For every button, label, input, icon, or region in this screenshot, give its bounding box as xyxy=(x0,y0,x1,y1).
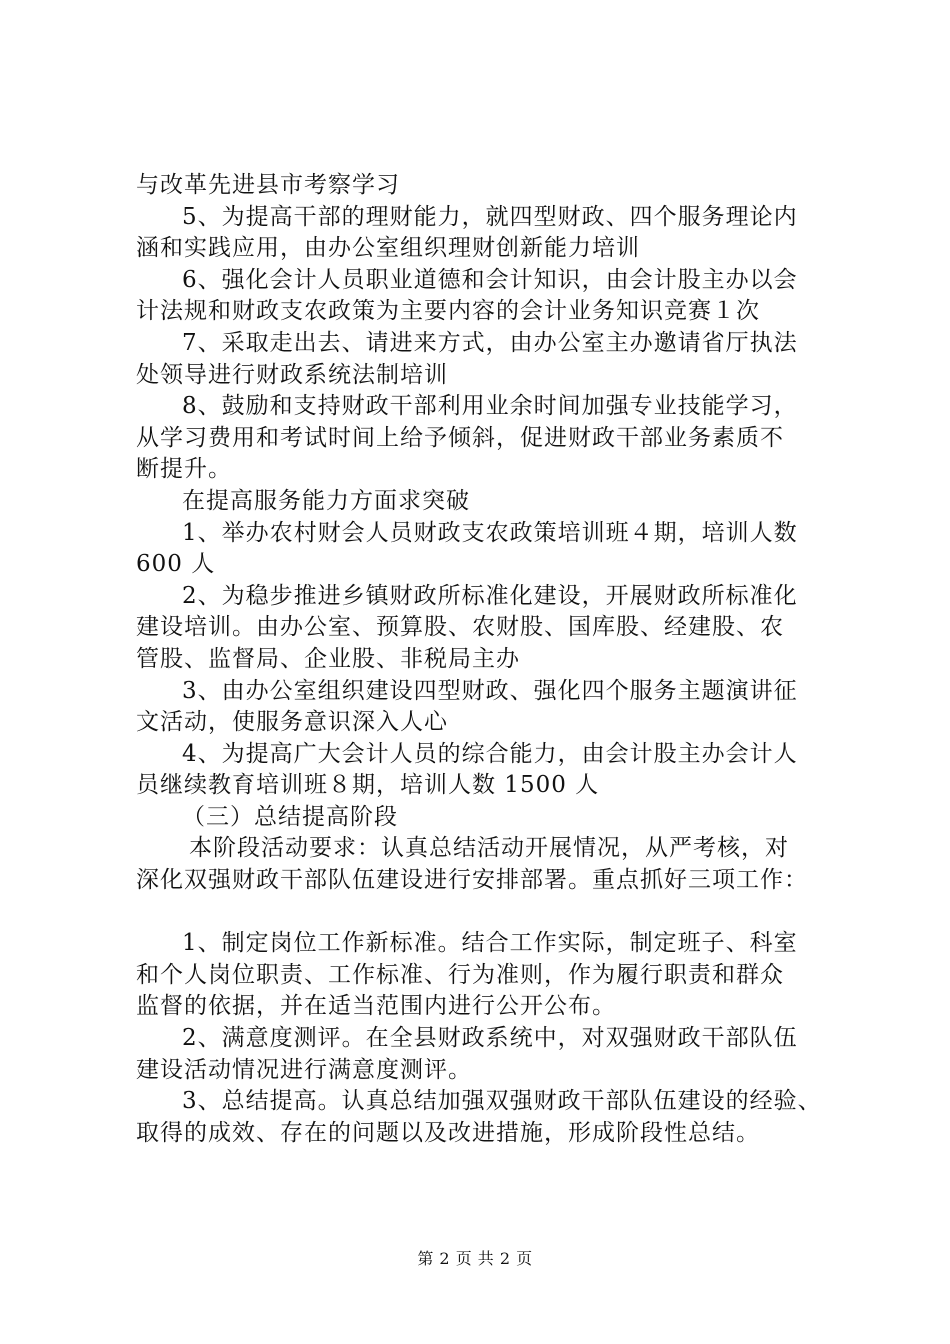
text-line: 4、为提高广大会计人员的综合能力，由会计股主办会计人 xyxy=(182,740,798,767)
text-line: 和个人岗位职责、工作标准、行为准则，作为履行职责和群众 xyxy=(136,961,784,988)
text-line: （三）总结提高阶段 xyxy=(182,803,398,830)
text-line: 文活动，使服务意识深入人心 xyxy=(136,709,448,736)
text-line: 员继续教育培训班８期，培训人数 1500 人 xyxy=(136,772,600,799)
text-line: 处领导进行财政系统法制培训 xyxy=(136,361,448,388)
document-body xyxy=(136,170,836,1149)
text-line: 监督的依据，并在适当范围内进行公开公布。 xyxy=(136,993,616,1020)
text-line: 建设活动情况进行满意度测评。 xyxy=(136,1056,472,1083)
text-line: 6、强化会计人员职业道德和会计知识，由会计股主办以会 xyxy=(182,266,798,293)
text-line: 1、举办农村财会人员财政支农政策培训班４期，培训人数 xyxy=(182,519,798,546)
text-line: 计法规和财政支农政策为主要内容的会计业务知识竞赛１次 xyxy=(136,298,760,325)
text-line: 8、鼓励和支持财政干部利用业余时间加强专业技能学习， xyxy=(182,393,798,420)
text-line: 本阶段活动要求：认真总结活动开展情况，从严考核，对 xyxy=(189,835,789,862)
blank-line xyxy=(136,897,836,929)
text-line: 与改革先进县市考察学习 xyxy=(136,172,400,198)
page-footer: 第 2 页 共 2 页 xyxy=(417,1249,533,1268)
text-line: 2、为稳步推进乡镇财政所标准化建设，开展财政所标准化 xyxy=(182,582,798,609)
text-line: 5、为提高干部的理财能力，就四型财政、四个服务理论内 xyxy=(182,203,798,230)
text-line: 深化双强财政干部队伍建设进行安排部署。重点抓好三项工作： xyxy=(136,867,808,894)
text-line: 1、制定岗位工作新标准。结合工作实际，制定班子、科室 xyxy=(182,930,798,957)
text-line: 在提高服务能力方面求突破 xyxy=(182,487,470,514)
text-line: 建设培训。由办公室、预算股、农财股、国库股、经建股、农 xyxy=(136,614,784,641)
text-line: 600 人 xyxy=(136,551,216,578)
text-line: 取得的成效、存在的问题以及改进措施，形成阶段性总结。 xyxy=(136,1119,760,1146)
text-line: 断提升。 xyxy=(136,456,232,483)
text-line: 3、总结提高。认真总结加强双强财政干部队伍建设的经验、 xyxy=(182,1088,822,1115)
text-line: 从学习费用和考试时间上给予倾斜，促进财政干部业务素质不 xyxy=(136,424,784,451)
text-line: 3、由办公室组织建设四型财政、强化四个服务主题演讲征 xyxy=(182,677,798,704)
text-line: 2、满意度测评。在全县财政系统中，对双强财政干部队伍 xyxy=(182,1025,798,1052)
text-line: 管股、监督局、企业股、非税局主办 xyxy=(136,645,520,672)
text-line: 涵和实践应用，由办公室组织理财创新能力培训 xyxy=(136,235,640,262)
text-line: 7、采取走出去、请进来方式，由办公室主办邀请省厅执法 xyxy=(182,329,798,356)
